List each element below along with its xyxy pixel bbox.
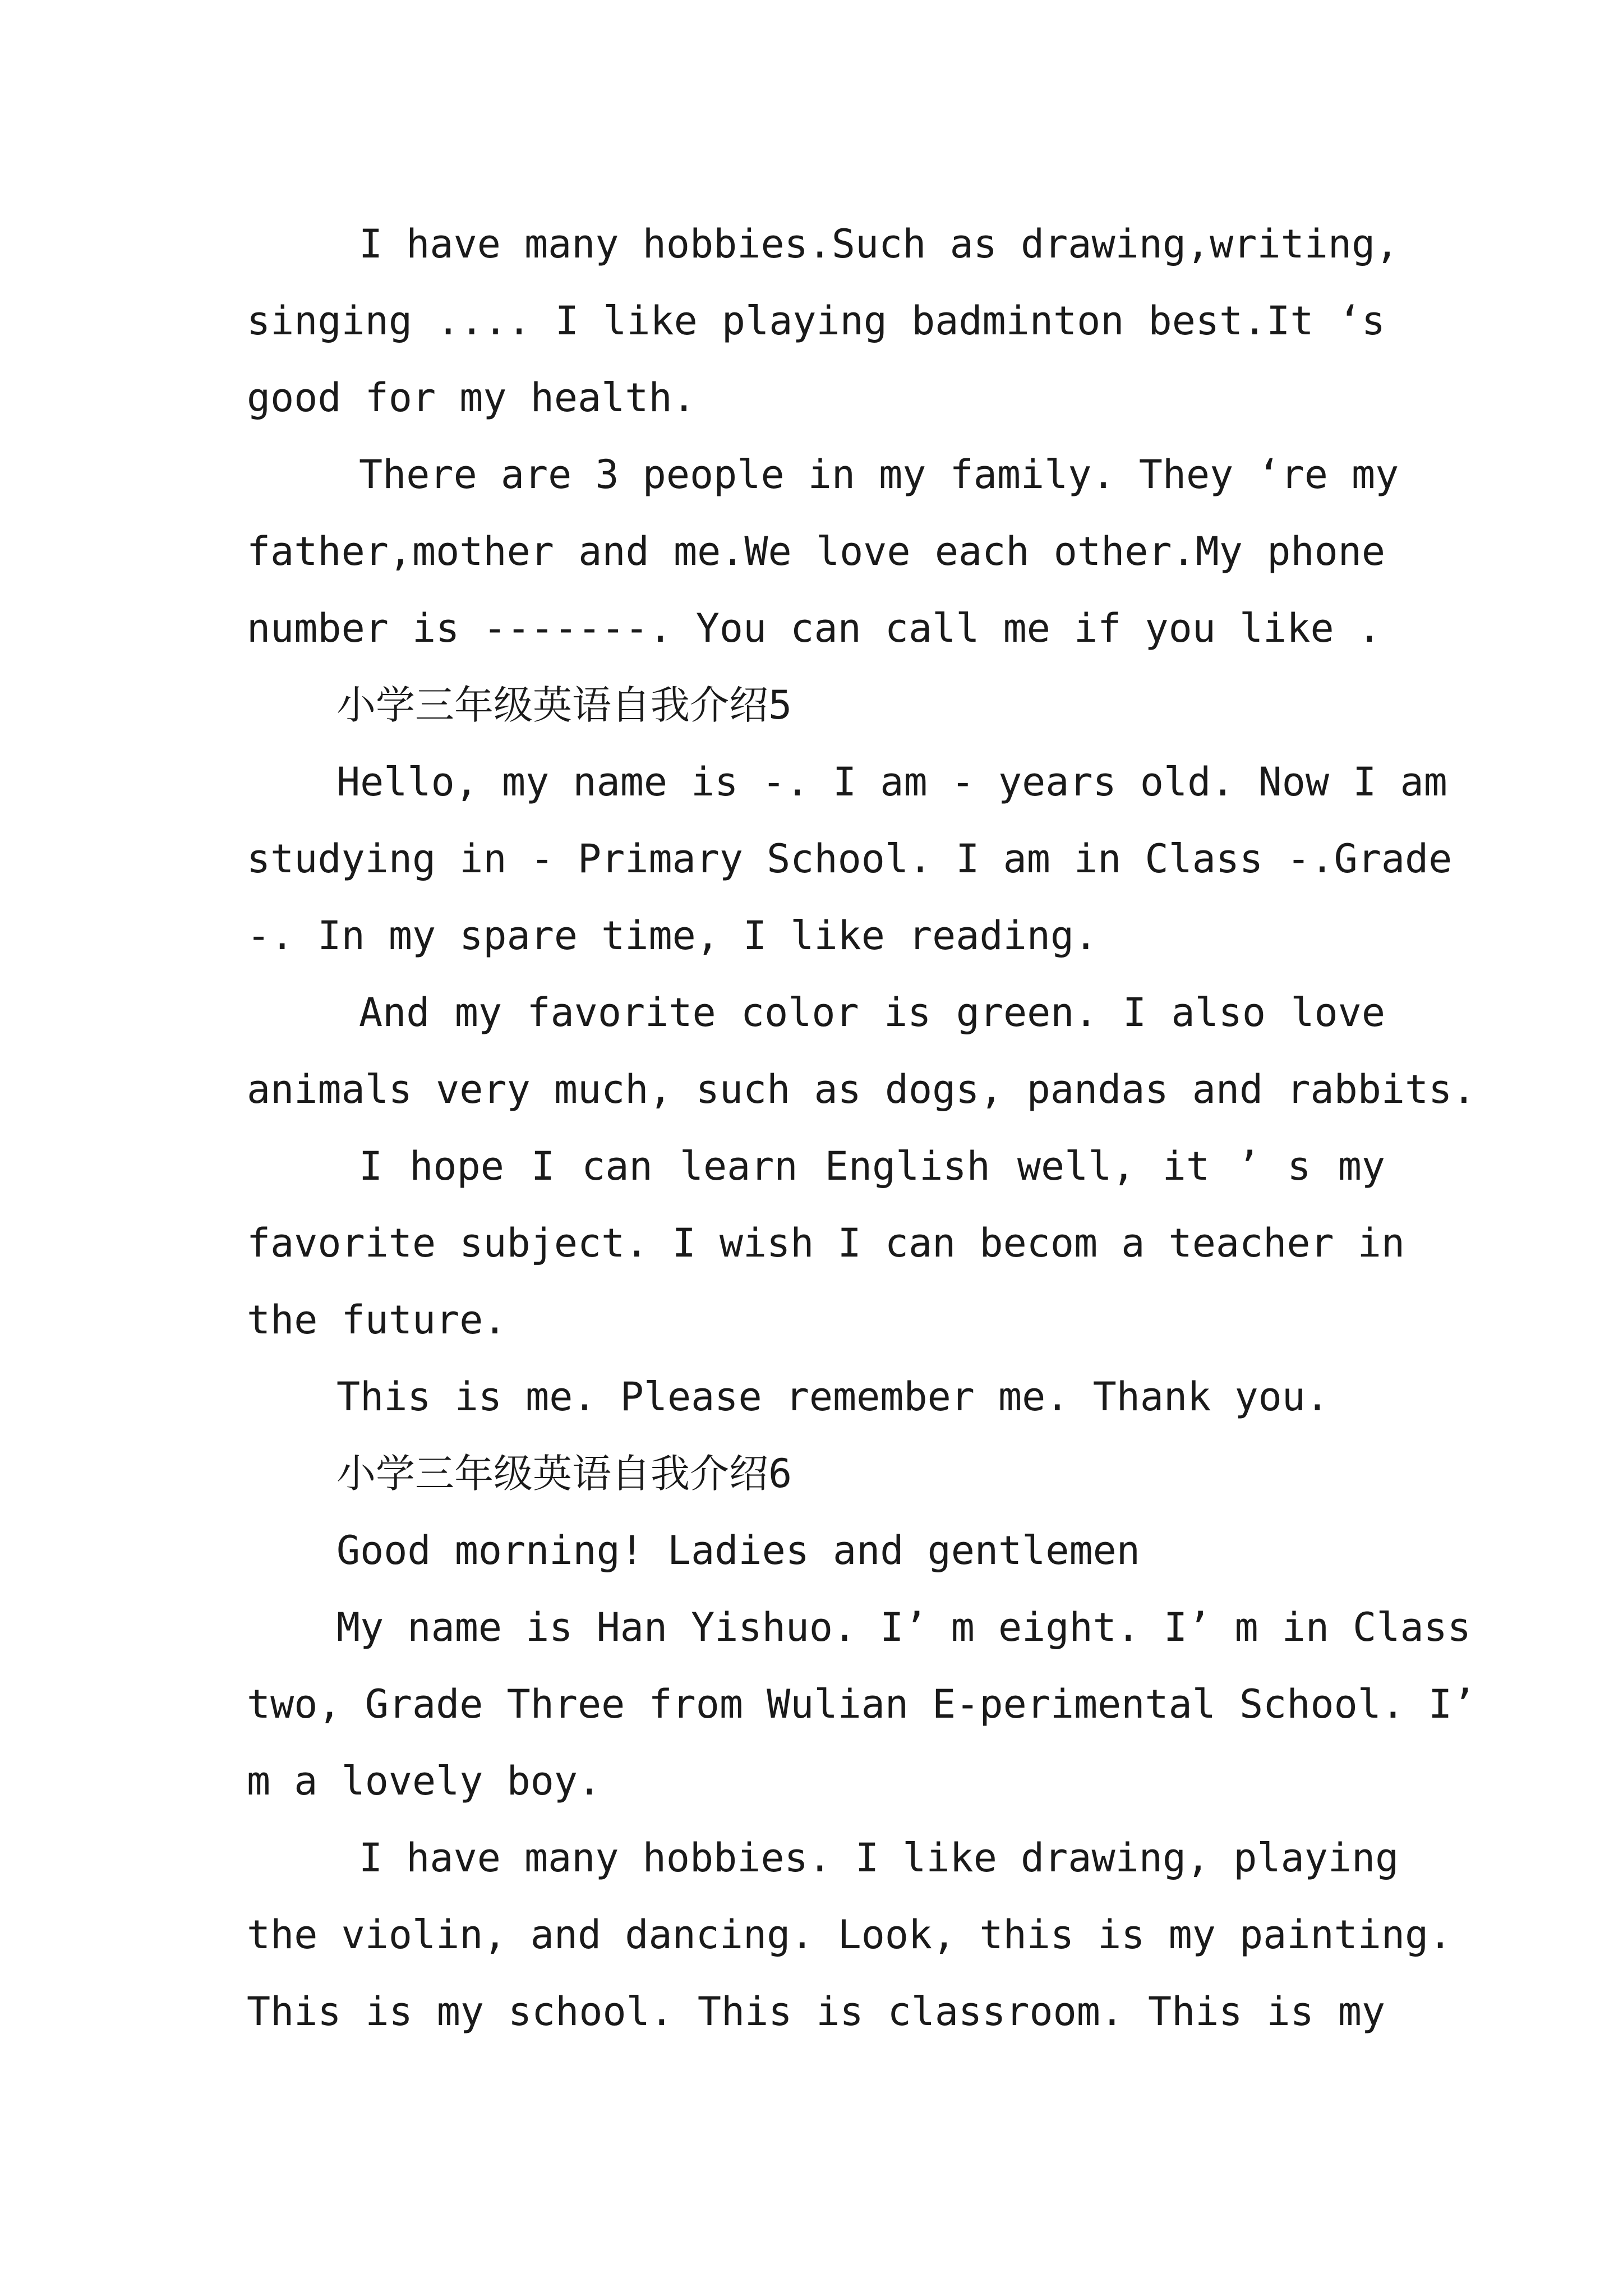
paragraph-line: father,mother and me.We love each other.My phone: [247, 528, 1385, 574]
paragraph-line: singing .... I like playing badminton best.It ‘s: [247, 298, 1385, 344]
paragraph-line: I have many hobbies.Such as drawing,writing,: [359, 221, 1399, 267]
paragraph-line: There are 3 people in my family. They ‘re my: [359, 452, 1399, 498]
paragraph-line: My name is Han Yishuo. I’ m eight. I’ m in Class: [336, 1604, 1471, 1650]
paragraph-line: I have many hobbies. I like drawing, playing: [359, 1835, 1399, 1881]
paragraph-line: This is my school. This is classroom. This is my: [247, 1989, 1385, 2035]
paragraph-line: good for my health.: [247, 375, 696, 421]
paragraph-line: Hello, my name is -. I am - years old. Now I am: [336, 759, 1447, 805]
paragraph-line: the violin, and dancing. Look, this is my painting.: [247, 1912, 1453, 1958]
paragraph-line: the future.: [247, 1297, 507, 1343]
section-heading: 小学三年级英语自我介绍5: [336, 682, 792, 728]
paragraph-line: Good morning! Ladies and gentlemen: [336, 1527, 1140, 1573]
paragraph-line: And my favorite color is green. I also love: [359, 990, 1385, 1036]
paragraph-line: two, Grade Three from Wulian E-perimental School. I’: [247, 1681, 1476, 1727]
paragraph-line: favorite subject. I wish I can becom a teacher in: [247, 1220, 1405, 1266]
paragraph-line: studying in - Primary School. I am in Class -.Grade: [247, 836, 1453, 882]
paragraph-line: animals very much, such as dogs, pandas and rabbits.: [247, 1066, 1476, 1112]
paragraph-line: number is -------. You can call me if you like .: [247, 605, 1381, 651]
paragraph-line: This is me. Please remember me. Thank you.: [336, 1374, 1330, 1420]
paragraph-line: -. In my spare time, I like reading.: [247, 913, 1098, 959]
paragraph-line: I hope I can learn English well, it ’ s my: [359, 1143, 1385, 1189]
section-heading: 小学三年级英语自我介绍6: [336, 1451, 792, 1497]
paragraph-line: m a lovely boy.: [247, 1758, 602, 1804]
